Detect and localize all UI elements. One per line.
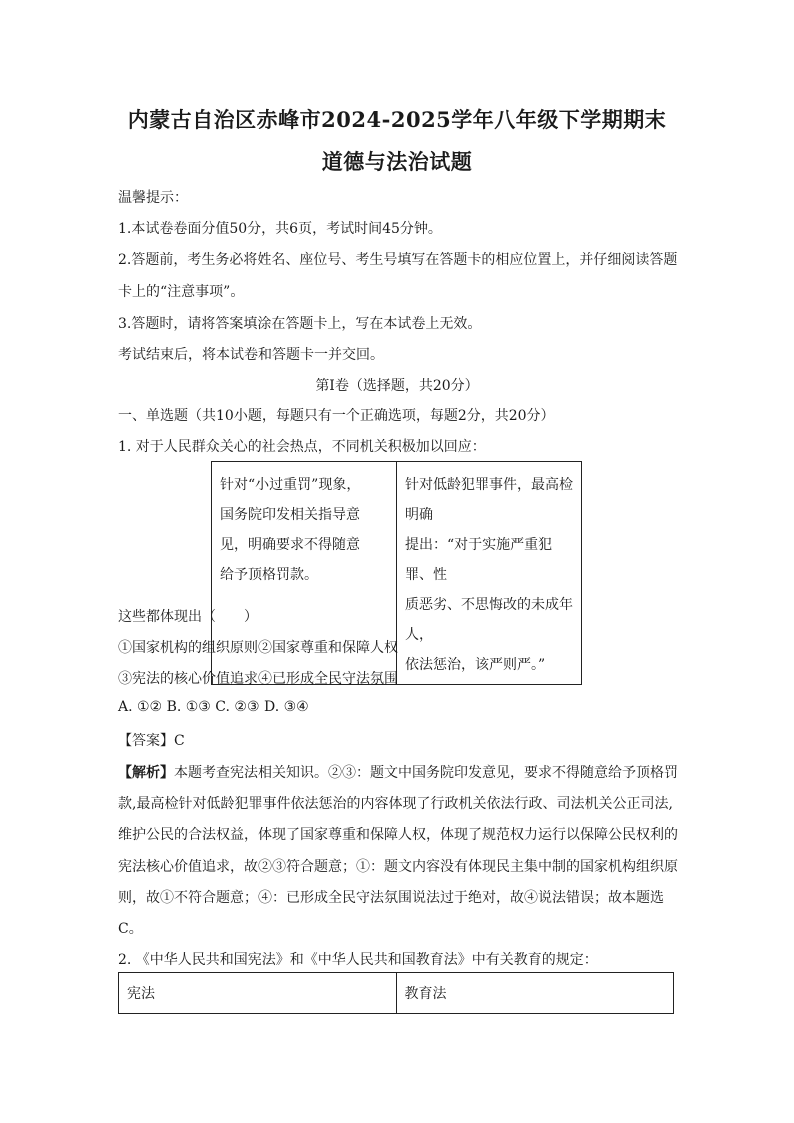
table-right-line: 提出：“对于实施严重犯罪、性 (405, 537, 553, 583)
section-heading: 第I卷（选择题，共20分） (315, 378, 479, 394)
question-1-stem: 1. 对于人民群众关心的社会热点，不同机关积极加以回应： (118, 439, 486, 455)
table-right-line: 针对低龄犯罪事件，最高检明确 (405, 477, 573, 523)
question-2-table-header-constitution: 宪法 (119, 973, 397, 1014)
notice-item-1: 1.本试卷卷面分值50分，共6页，考试时间45分钟。 (118, 221, 442, 237)
exam-title-line1: 内蒙古自治区赤峰市2024-2025学年八年级下学期期末 (127, 107, 667, 132)
analysis-label: 【解析】 (118, 765, 174, 781)
question-2-table (118, 972, 674, 1014)
question-1-analysis-line3: 维护公民的合法权益，体现了国家尊重和保障人权，体现了规范权力运行以保障公民权利的 (118, 827, 678, 843)
table-right-line: 依法惩治，该严则严。” (405, 657, 546, 673)
notice-item-2-line2: 卡上的“注意事项”。 (118, 284, 245, 300)
question-1-options-line1: ①国家机构的组织原则②国家尊重和保障人权 (118, 640, 398, 656)
table-left-line: 见，明确要求不得随意 (220, 537, 360, 553)
question-2-stem: 2. 《中华人民共和国宪法》和《中华人民共和国教育法》中有关教育的规定： (118, 952, 598, 968)
question-1-analysis-line4: 宪法核心价值追求，故②③符合题意；①：题文内容没有体现民主集中制的国家机构组织原 (118, 859, 678, 875)
question-1-analysis-line1 (118, 762, 678, 782)
question-2-table-header-education-law: 教育法 (396, 973, 674, 1014)
analysis-text: 本题考查宪法相关知识。②③：题文中国务院印发意见，要求不得随意给予顶格罚 (174, 765, 678, 781)
table-left-line: 针对“小过重罚”现象， (220, 477, 361, 493)
notice-heading: 温馨提示： (118, 190, 188, 206)
table-left-line: 给予顶格罚款。 (220, 567, 318, 583)
question-1-analysis-line2: 款,最高检针对低龄犯罪事件依法惩治的内容体现了行政机关依法行政、司法机关公正司法, (118, 796, 673, 812)
table-right-line: 质恶劣、不思悔改的未成年人， (405, 597, 573, 643)
notice-item-4: 考试结束后，将本试卷和答题卡一并交回。 (118, 347, 384, 363)
notice-item-2-line1: 2.答题前，考生务必将姓名、座位号、考生号填写在答题卡的相应位置上，并仔细阅读答题 (118, 252, 678, 268)
question-1-table-right-cell (397, 462, 582, 685)
notice-item-3: 3.答题时，请将答案填涂在答题卡上，写在本试卷上无效。 (118, 316, 482, 332)
question-1-answer: 【答案】C (118, 733, 185, 749)
part-title: 一、单选题（共10小题，每题只有一个正确选项，每题2分，共20分） (118, 408, 555, 424)
question-1-choices: A. ①② B. ①③ C. ②③ D. ③④ (118, 699, 309, 715)
question-1-options-line2: ③宪法的核心价值追求④已形成全民守法氛围 (118, 671, 398, 687)
exam-title-line2: 道德与法治试题 (321, 149, 473, 174)
question-1-analysis-line5: 则，故①不符合题意；④：已形成全民守法氛围说法过于绝对，故④说法错误；故本题选 (118, 890, 664, 906)
question-1-analysis-line6: C。 (118, 921, 143, 937)
question-1-prompt: 这些都体现出（ ） (118, 609, 258, 625)
table-left-line: 国务院印发相关指导意 (220, 507, 360, 523)
